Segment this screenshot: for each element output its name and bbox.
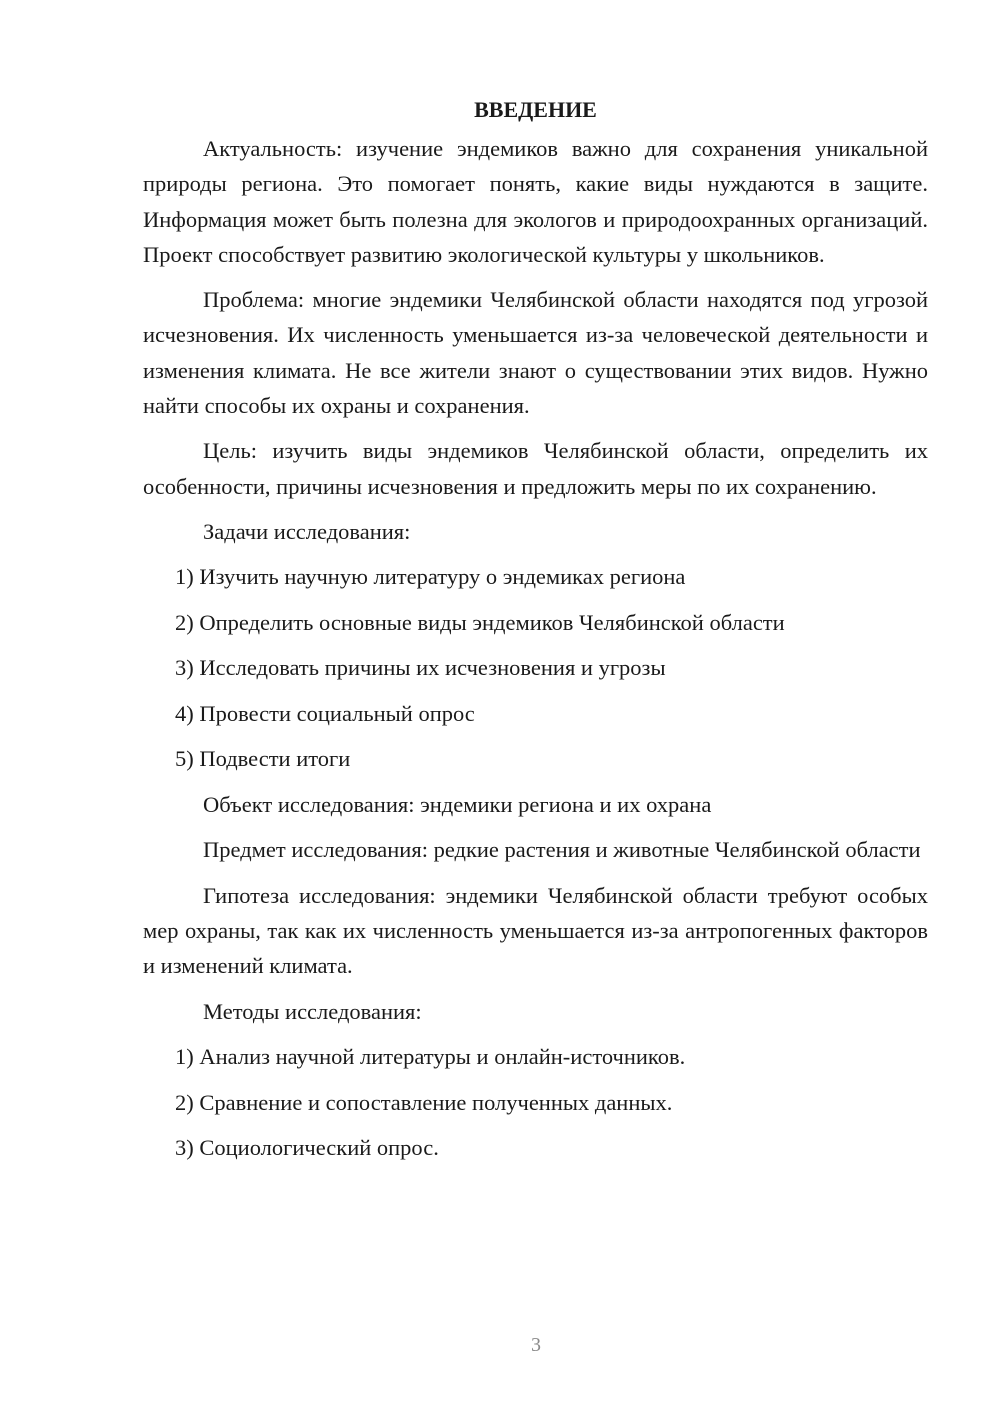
methods-heading: Методы исследования: bbox=[203, 998, 422, 1024]
problem-paragraph: Проблема: многие эндемики Челябинской области находятся под угрозой исчезновения. Их численность уменьшается из-за человеческой деятельности и изменения климата. Не все жители знают о существовании этих видов. Нужно найти способы их охраны и сохранения. bbox=[143, 287, 928, 419]
list-item: 4) Провести социальный опрос bbox=[175, 700, 475, 726]
list-item: 3) Исследовать причины их исчезновения и угрозы bbox=[175, 655, 666, 681]
list-item: 1) Анализ научной литературы и онлайн-источников. bbox=[175, 1044, 686, 1070]
subject-paragraph: Предмет исследования: редкие растения и животные Челябинской области bbox=[203, 837, 921, 863]
relevance-paragraph: Актуальность: изучение эндемиков важно для сохранения уникальной природы региона. Это помогает понять, какие виды нуждаются в защите. Информация может быть полезна для экологов и природоохранных организаций. Проект способствует развитию экологической культуры у школьников. bbox=[143, 136, 928, 267]
list-item: 5) Подвести итоги bbox=[175, 746, 351, 772]
list-item: 2) Сравнение и сопоставление полученных данных. bbox=[175, 1089, 673, 1115]
hypothesis-paragraph: Гипотеза исследования: эндемики Челябинской области требуют особых мер охраны, так как их численность уменьшается из-за антропогенных факторов и изменений климата. bbox=[143, 882, 928, 979]
page-number: 3 bbox=[531, 1334, 541, 1356]
section-title: ВВЕДЕНИЕ bbox=[474, 97, 597, 122]
methods-list bbox=[143, 1039, 928, 1165]
tasks-heading: Задачи исследования: bbox=[203, 518, 411, 544]
list-item: 1) Изучить научную литературу о эндемиках региона bbox=[175, 564, 686, 590]
list-item: 2) Определить основные виды эндемиков Челябинской области bbox=[175, 609, 785, 635]
object-paragraph: Объект исследования: эндемики региона и их охрана bbox=[203, 791, 712, 817]
document-page bbox=[143, 92, 928, 1176]
goal-paragraph: Цель: изучить виды эндемиков Челябинской области, определить их особенности, причины исчезновения и предложить меры по их сохранению. bbox=[143, 438, 928, 499]
tasks-list bbox=[143, 559, 928, 776]
list-item: 3) Социологический опрос. bbox=[175, 1135, 439, 1161]
